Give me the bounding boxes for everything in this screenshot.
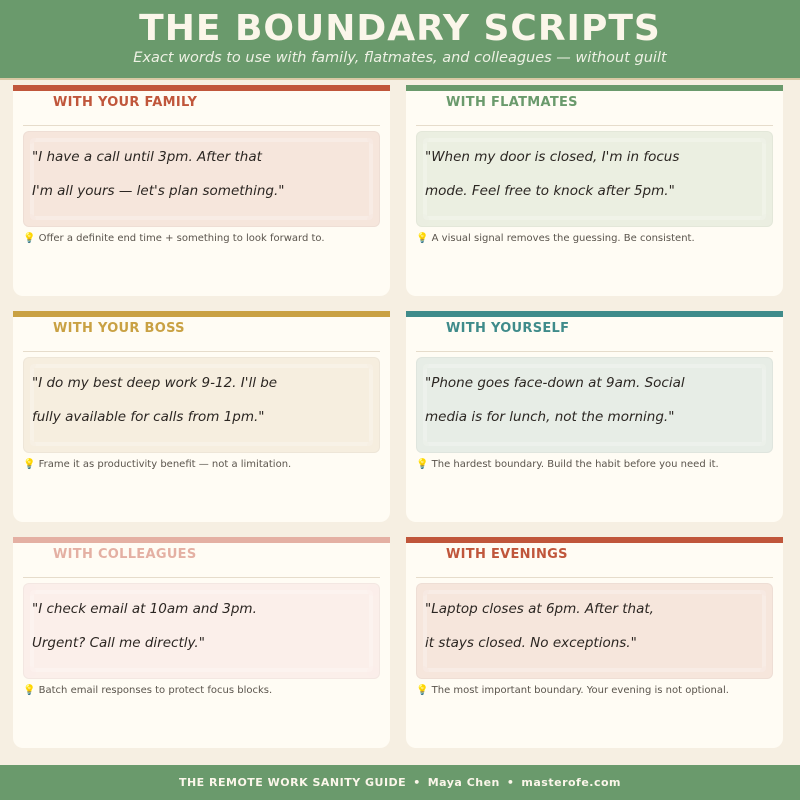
header: [0, 0, 800, 80]
card-label: WITH YOUR FAMILY: [53, 95, 198, 110]
script-quote-line: I'm all yours — let's plan something.": [32, 183, 285, 199]
corner-dot: [367, 132, 379, 144]
card-accent-bar: [406, 311, 783, 317]
tip-text: Frame it as productivity benefit — not a limitation.: [38, 459, 292, 470]
script-quote-line: fully available for calls from 1pm.": [32, 409, 265, 425]
corner-dot: [367, 666, 379, 678]
divider: [23, 577, 380, 578]
corner-dot: [760, 666, 772, 678]
lightbulb-icon: 💡: [416, 459, 429, 470]
script-quote-line: media is for lunch, not the morning.": [425, 409, 675, 425]
corner-dot: [760, 132, 772, 144]
card-label: WITH FLATMATES: [446, 95, 578, 110]
boundary-card: [13, 311, 390, 522]
footer-site: masterofe.com: [521, 776, 622, 789]
script-quote: [32, 592, 359, 660]
corner-dot: [760, 214, 772, 226]
quote-box: [23, 357, 380, 453]
script-quote-line: "I do my best deep work 9-12. I'll be: [32, 375, 278, 391]
script-quote: [32, 366, 359, 434]
corner-dot: [367, 584, 379, 596]
divider: [23, 125, 380, 126]
card-label: WITH COLLEAGUES: [53, 547, 197, 562]
card-tip: [23, 685, 380, 696]
card-accent-bar: [406, 85, 783, 91]
boundary-card: [406, 85, 783, 296]
script-quote-line: it stays closed. No exceptions.": [425, 635, 637, 651]
divider: [416, 125, 773, 126]
card-tip: [416, 685, 773, 696]
lightbulb-icon: 💡: [23, 685, 36, 696]
divider: [416, 351, 773, 352]
script-quote-line: Urgent? Call me directly.": [32, 635, 205, 651]
card-tip: [416, 459, 773, 470]
script-quote: [425, 140, 752, 208]
page-title: THE BOUNDARY SCRIPTS: [139, 8, 661, 49]
script-quote-line: mode. Feel free to knock after 5pm.": [425, 183, 675, 199]
footer-separator: •: [506, 776, 515, 789]
quote-box: [23, 583, 380, 679]
quote-box: [416, 131, 773, 227]
lightbulb-icon: 💡: [23, 233, 36, 244]
page-subtitle: Exact words to use with family, flatmates, and colleagues — without guilt: [133, 50, 667, 66]
footer-author: Maya Chen: [427, 776, 500, 789]
footer: [0, 765, 800, 800]
quote-box: [23, 131, 380, 227]
script-quote-line: "When my door is closed, I'm in focus: [425, 149, 680, 165]
lightbulb-icon: 💡: [416, 685, 429, 696]
card-accent-bar: [13, 537, 390, 543]
card-tip: [23, 459, 380, 470]
footer-guide: THE REMOTE WORK SANITY GUIDE: [178, 776, 407, 789]
boundary-card: [13, 85, 390, 296]
corner-dot: [417, 440, 429, 452]
quote-box: [416, 583, 773, 679]
card-accent-bar: [13, 85, 390, 91]
script-quote: [425, 366, 752, 434]
corner-dot: [367, 440, 379, 452]
corner-dot: [24, 666, 36, 678]
script-quote: [425, 592, 752, 660]
corner-dot: [367, 214, 379, 226]
corner-dot: [417, 214, 429, 226]
card-label: WITH YOURSELF: [446, 321, 570, 336]
corner-dot: [24, 440, 36, 452]
footer-separator: •: [413, 776, 421, 789]
script-quote-line: "Phone goes face-down at 9am. Social: [425, 375, 685, 391]
divider: [23, 351, 380, 352]
boundary-card: [13, 537, 390, 748]
corner-dot: [24, 214, 36, 226]
lightbulb-icon: 💡: [416, 233, 429, 244]
tip-text: Batch email responses to protect focus blocks.: [38, 685, 273, 696]
tip-text: The most important boundary. Your evening is not optional.: [431, 685, 729, 696]
corner-dot: [417, 666, 429, 678]
script-quote: [32, 140, 359, 208]
card-label: WITH YOUR BOSS: [53, 321, 185, 336]
script-quote-line: "Laptop closes at 6pm. After that,: [425, 601, 654, 617]
script-quote-line: "I check email at 10am and 3pm.: [32, 601, 257, 617]
card-tip: [23, 233, 380, 244]
corner-dot: [760, 440, 772, 452]
boundary-card: [406, 311, 783, 522]
tip-text: Offer a definite end time + something to look forward to.: [38, 233, 325, 244]
quote-box: [416, 357, 773, 453]
corner-dot: [367, 358, 379, 370]
divider: [416, 577, 773, 578]
boundary-card: [406, 537, 783, 748]
corner-dot: [760, 584, 772, 596]
card-tip: [416, 233, 773, 244]
corner-dot: [760, 358, 772, 370]
tip-text: A visual signal removes the guessing. Be consistent.: [431, 233, 695, 244]
script-quote-line: "I have a call until 3pm. After that: [32, 149, 262, 165]
card-accent-bar: [13, 311, 390, 317]
lightbulb-icon: 💡: [23, 459, 36, 470]
card-label: WITH EVENINGS: [446, 547, 568, 562]
card-accent-bar: [406, 537, 783, 543]
tip-text: The hardest boundary. Build the habit before you need it.: [431, 459, 719, 470]
